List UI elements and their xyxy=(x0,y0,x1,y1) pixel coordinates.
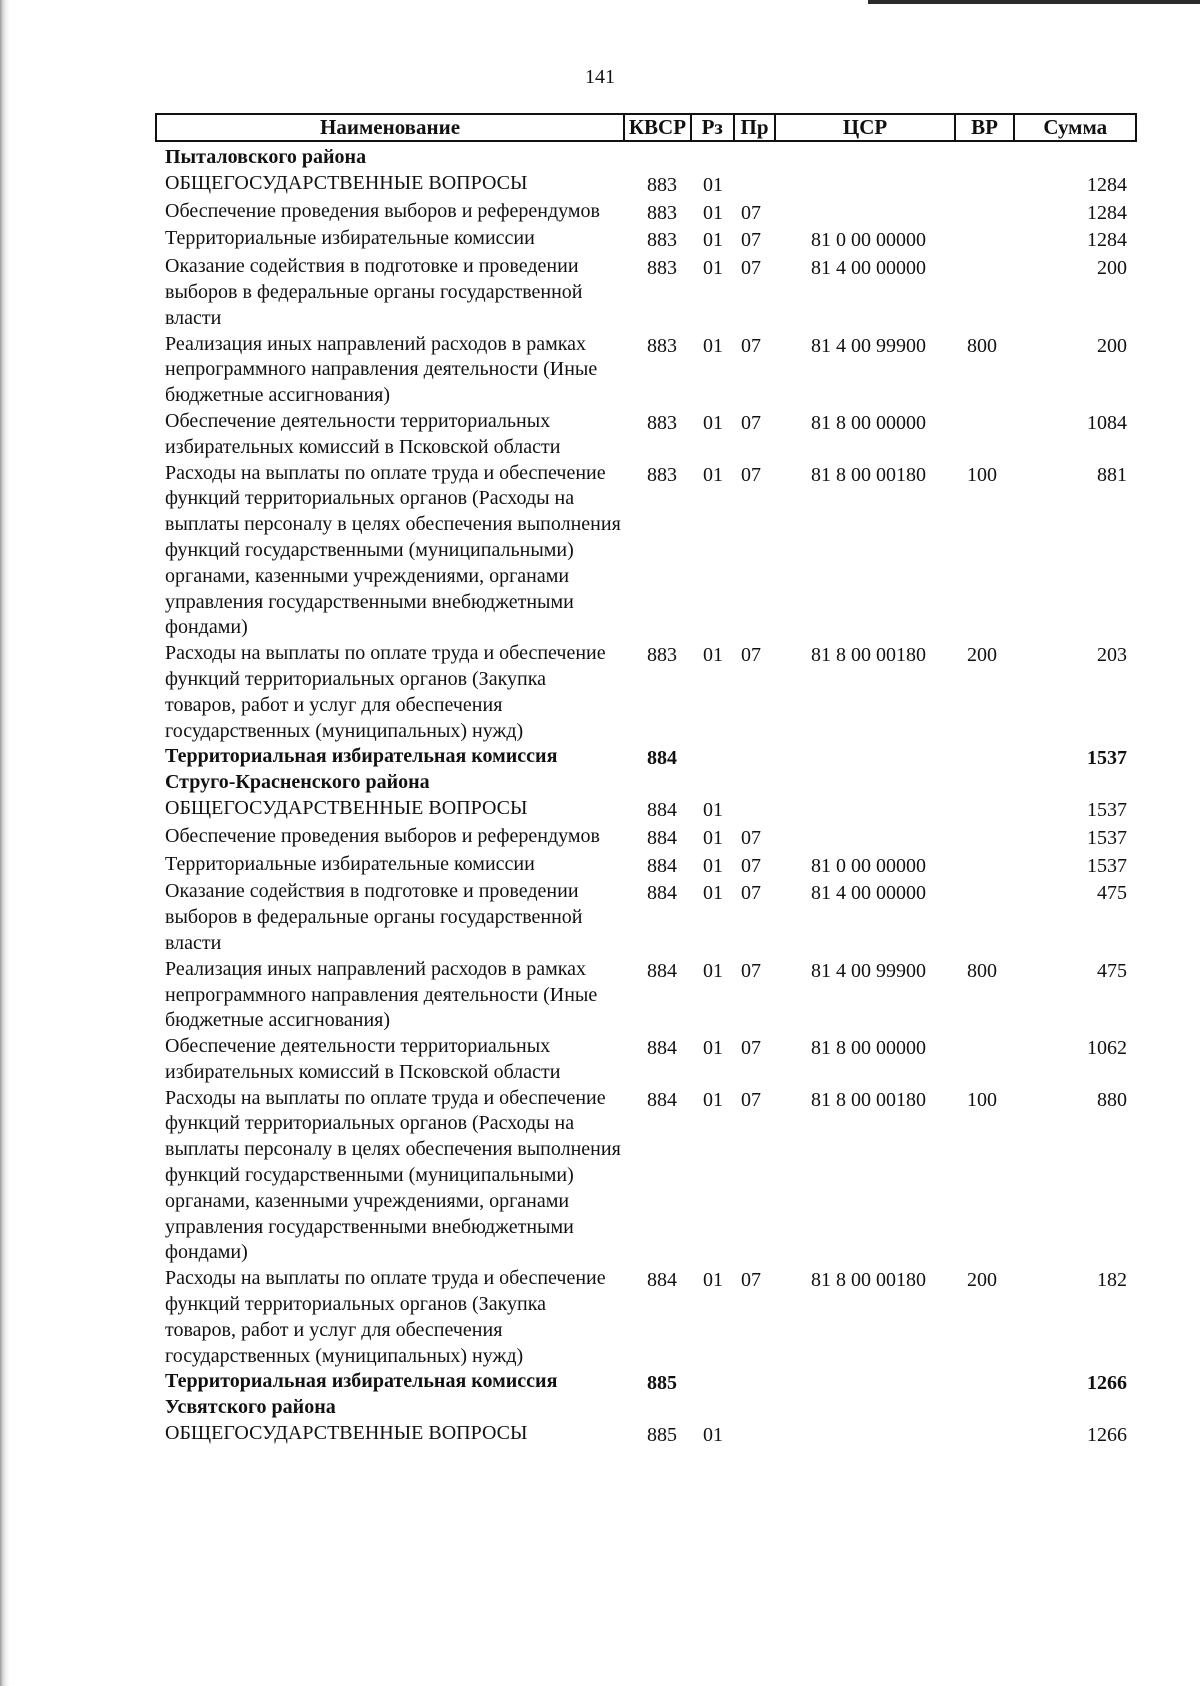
row-pr xyxy=(735,1369,777,1421)
row-pr: 07 xyxy=(741,201,761,224)
row-sum xyxy=(1017,145,1137,171)
table-row xyxy=(155,1369,1137,1421)
row-name: Обеспечение проведения выборов и референдумов xyxy=(165,199,600,222)
row-sum: 1537 xyxy=(1087,747,1127,770)
row-vr xyxy=(957,744,1017,796)
row-pr xyxy=(735,171,777,199)
row-rz: 01 xyxy=(703,411,723,434)
table-row xyxy=(155,1034,1137,1086)
row-pr xyxy=(735,744,777,796)
row-sum: 1284 xyxy=(1087,173,1127,196)
row-name: Территориальные избирательные комиссии xyxy=(165,852,535,875)
row-vr xyxy=(957,879,1017,956)
row-rz: 01 xyxy=(703,201,723,224)
row-csr: 81 0 00 00000 xyxy=(811,854,926,877)
row-kvsr: 883 xyxy=(647,463,677,486)
row-vr xyxy=(957,796,1017,824)
row-rz xyxy=(692,145,735,171)
table-row xyxy=(155,171,1137,199)
table-body xyxy=(155,142,1137,1449)
page-number: 141 xyxy=(585,66,615,88)
row-name: Обеспечение деятельности территориальных избирательных комиссий в Псковской области xyxy=(165,409,561,458)
row-rz: 01 xyxy=(703,882,723,905)
row-name: Обеспечение проведения выборов и референдумов xyxy=(165,824,600,847)
row-vr xyxy=(957,852,1017,880)
row-csr: 81 8 00 00180 xyxy=(811,644,926,667)
row-rz: 01 xyxy=(703,173,723,196)
row-kvsr: 883 xyxy=(647,201,677,224)
row-name: Расходы на выплаты по оплате труда и обеспечение функций территориальных органов (Расходы на выплаты персоналу в целях обеспечения выполнения функций государственными (муниципальными) органами, казенными учреждениями, органами управления государственными внебюджетными фондами) xyxy=(165,461,621,639)
row-sum: 182 xyxy=(1097,1269,1127,1292)
row-name: Территориальная избирательная комиссия Струго-Красненского района xyxy=(165,745,558,794)
row-rz: 01 xyxy=(703,1269,723,1292)
row-vr: 200 xyxy=(967,1269,997,1292)
table-row xyxy=(155,641,1137,744)
row-rz: 01 xyxy=(703,229,723,252)
row-kvsr: 885 xyxy=(647,1372,677,1395)
table-header xyxy=(155,113,1137,142)
budget-table xyxy=(155,113,1137,1449)
row-csr xyxy=(777,1369,957,1421)
row-csr: 81 8 00 00000 xyxy=(811,1037,926,1060)
row-sum: 475 xyxy=(1097,959,1127,982)
row-kvsr: 884 xyxy=(647,798,677,821)
table-row xyxy=(155,461,1137,642)
row-name: Территориальная избирательная комиссия Усвятского района xyxy=(165,1370,558,1419)
row-name: Расходы на выплаты по оплате труда и обеспечение функций территориальных органов (Закупка товаров, работ и услуг для обеспечения государственных (муниципальных) нужд) xyxy=(165,642,606,742)
row-name: Расходы на выплаты по оплате труда и обеспечение функций территориальных органов (Закупка товаров, работ и услуг для обеспечения государственных (муниципальных) нужд) xyxy=(165,1267,606,1367)
row-kvsr: 884 xyxy=(647,747,677,770)
row-rz: 01 xyxy=(703,1424,723,1447)
row-sum: 880 xyxy=(1097,1088,1127,1111)
header-pr: Пр xyxy=(735,115,777,140)
row-kvsr xyxy=(625,145,692,171)
row-name: ОБЩЕГОСУДАРСТВЕННЫЕ ВОПРОСЫ xyxy=(165,171,528,194)
row-vr xyxy=(957,171,1017,199)
row-sum: 200 xyxy=(1097,257,1127,280)
row-name: Территориальные избирательные комиссии xyxy=(165,227,535,250)
row-csr: 81 0 00 00000 xyxy=(811,229,926,252)
row-csr xyxy=(777,171,957,199)
table-row xyxy=(155,1086,1137,1267)
row-pr xyxy=(735,1421,777,1449)
row-rz: 01 xyxy=(703,334,723,357)
row-vr xyxy=(957,1421,1017,1449)
header-vr: ВР xyxy=(956,115,1016,140)
row-rz: 01 xyxy=(703,463,723,486)
table-row xyxy=(155,1421,1137,1449)
row-name: Пыталовского района xyxy=(165,146,367,168)
row-csr: 81 4 00 99900 xyxy=(811,959,926,982)
row-sum: 200 xyxy=(1097,334,1127,357)
row-csr xyxy=(777,744,957,796)
row-rz: 01 xyxy=(703,644,723,667)
row-pr: 07 xyxy=(741,257,761,280)
row-pr: 07 xyxy=(741,882,761,905)
row-kvsr: 884 xyxy=(647,882,677,905)
row-vr: 100 xyxy=(967,463,997,486)
table-row xyxy=(155,796,1137,824)
row-kvsr: 884 xyxy=(647,959,677,982)
row-pr: 07 xyxy=(741,1088,761,1111)
row-kvsr: 884 xyxy=(647,1269,677,1292)
row-rz: 01 xyxy=(703,1088,723,1111)
row-kvsr: 883 xyxy=(647,644,677,667)
row-sum: 1537 xyxy=(1087,826,1127,849)
row-vr xyxy=(957,409,1017,461)
row-pr: 07 xyxy=(741,854,761,877)
row-sum: 1266 xyxy=(1087,1424,1127,1447)
row-vr: 100 xyxy=(967,1088,997,1111)
row-name: ОБЩЕГОСУДАРСТВЕННЫЕ ВОПРОСЫ xyxy=(165,796,528,819)
table-row xyxy=(155,879,1137,956)
row-vr xyxy=(957,1034,1017,1086)
row-csr xyxy=(777,145,957,171)
row-pr: 07 xyxy=(741,334,761,357)
row-pr: 07 xyxy=(741,411,761,434)
row-pr: 07 xyxy=(741,1269,761,1292)
table-row xyxy=(155,145,1137,171)
row-csr: 81 8 00 00180 xyxy=(811,1088,926,1111)
row-vr xyxy=(957,145,1017,171)
row-sum: 1084 xyxy=(1087,411,1127,434)
row-rz: 01 xyxy=(703,826,723,849)
row-sum: 1266 xyxy=(1087,1372,1127,1395)
table-row xyxy=(155,199,1137,227)
table-row xyxy=(155,254,1137,331)
row-sum: 1537 xyxy=(1087,798,1127,821)
row-vr xyxy=(957,254,1017,331)
table-row xyxy=(155,332,1137,409)
row-kvsr: 883 xyxy=(647,229,677,252)
header-name: Наименование xyxy=(157,115,625,140)
row-csr: 81 8 00 00180 xyxy=(811,463,926,486)
header-csr: ЦСР xyxy=(776,115,955,140)
row-rz xyxy=(692,744,735,796)
scan-shadow-top xyxy=(868,0,1200,4)
row-vr: 800 xyxy=(967,959,997,982)
row-csr xyxy=(777,1421,957,1449)
row-sum: 203 xyxy=(1097,644,1127,667)
row-rz xyxy=(692,1369,735,1421)
row-kvsr: 883 xyxy=(647,257,677,280)
row-kvsr: 884 xyxy=(647,854,677,877)
row-rz: 01 xyxy=(703,959,723,982)
row-rz: 01 xyxy=(703,257,723,280)
row-vr: 800 xyxy=(967,334,997,357)
row-kvsr: 883 xyxy=(647,334,677,357)
table-row xyxy=(155,226,1137,254)
row-csr xyxy=(777,199,957,227)
row-csr: 81 4 00 00000 xyxy=(811,257,926,280)
table-row xyxy=(155,744,1137,796)
row-kvsr: 883 xyxy=(647,173,677,196)
row-pr: 07 xyxy=(741,959,761,982)
row-kvsr: 884 xyxy=(647,826,677,849)
header-kvsr: КВСР xyxy=(625,115,692,140)
row-sum: 881 xyxy=(1097,463,1127,486)
table-row xyxy=(155,409,1137,461)
row-kvsr: 885 xyxy=(647,1424,677,1447)
row-csr: 81 8 00 00180 xyxy=(811,1269,926,1292)
row-rz: 01 xyxy=(703,854,723,877)
header-sum: Сумма xyxy=(1043,115,1108,139)
row-pr: 07 xyxy=(741,826,761,849)
row-sum: 1284 xyxy=(1087,201,1127,224)
row-kvsr: 884 xyxy=(647,1088,677,1111)
row-kvsr: 883 xyxy=(647,411,677,434)
row-pr: 07 xyxy=(741,644,761,667)
scan-shadow-left xyxy=(0,0,10,1686)
row-pr: 07 xyxy=(741,463,761,486)
table-row xyxy=(155,852,1137,880)
row-name: Расходы на выплаты по оплате труда и обеспечение функций территориальных органов (Расходы на выплаты персоналу в целях обеспечения выполнения функций государственными (муниципальными) органами, казенными учреждениями, органами управления государственными внебюджетными фондами) xyxy=(165,1086,621,1264)
row-csr: 81 4 00 00000 xyxy=(811,882,926,905)
row-vr xyxy=(957,226,1017,254)
table-row xyxy=(155,824,1137,852)
row-pr xyxy=(735,145,777,171)
row-pr: 07 xyxy=(741,1037,761,1060)
row-name: ОБЩЕГОСУДАРСТВЕННЫЕ ВОПРОСЫ xyxy=(165,1422,528,1445)
row-vr xyxy=(957,199,1017,227)
row-pr xyxy=(735,796,777,824)
row-name: Реализация иных направлений расходов в рамках непрограммного направления деятельности (Иные бюджетные ассигнования) xyxy=(165,332,598,407)
row-csr: 81 8 00 00000 xyxy=(811,411,926,434)
row-rz: 01 xyxy=(703,798,723,821)
table-row xyxy=(155,957,1137,1034)
row-sum: 1537 xyxy=(1087,854,1127,877)
table-row xyxy=(155,1266,1137,1369)
row-csr xyxy=(777,796,957,824)
row-vr: 200 xyxy=(967,644,997,667)
row-sum: 1062 xyxy=(1087,1037,1127,1060)
row-name: Реализация иных направлений расходов в рамках непрограммного направления деятельности (Иные бюджетные ассигнования) xyxy=(165,957,598,1032)
row-csr xyxy=(777,824,957,852)
row-name: Обеспечение деятельности территориальных избирательных комиссий в Псковской области xyxy=(165,1035,561,1083)
row-pr: 07 xyxy=(741,229,761,252)
row-vr xyxy=(957,824,1017,852)
row-rz: 01 xyxy=(703,1037,723,1060)
row-name: Оказание содействия в подготовке и проведении выборов в федеральные органы государственной власти xyxy=(165,880,583,954)
row-sum: 475 xyxy=(1097,882,1127,905)
header-rz: Рз xyxy=(692,115,735,140)
row-vr xyxy=(957,1369,1017,1421)
row-name: Оказание содействия в подготовке и проведении выборов в федеральные органы государственной власти xyxy=(165,255,583,329)
row-sum: 1284 xyxy=(1087,229,1127,252)
row-kvsr: 884 xyxy=(647,1037,677,1060)
row-csr: 81 4 00 99900 xyxy=(811,334,926,357)
